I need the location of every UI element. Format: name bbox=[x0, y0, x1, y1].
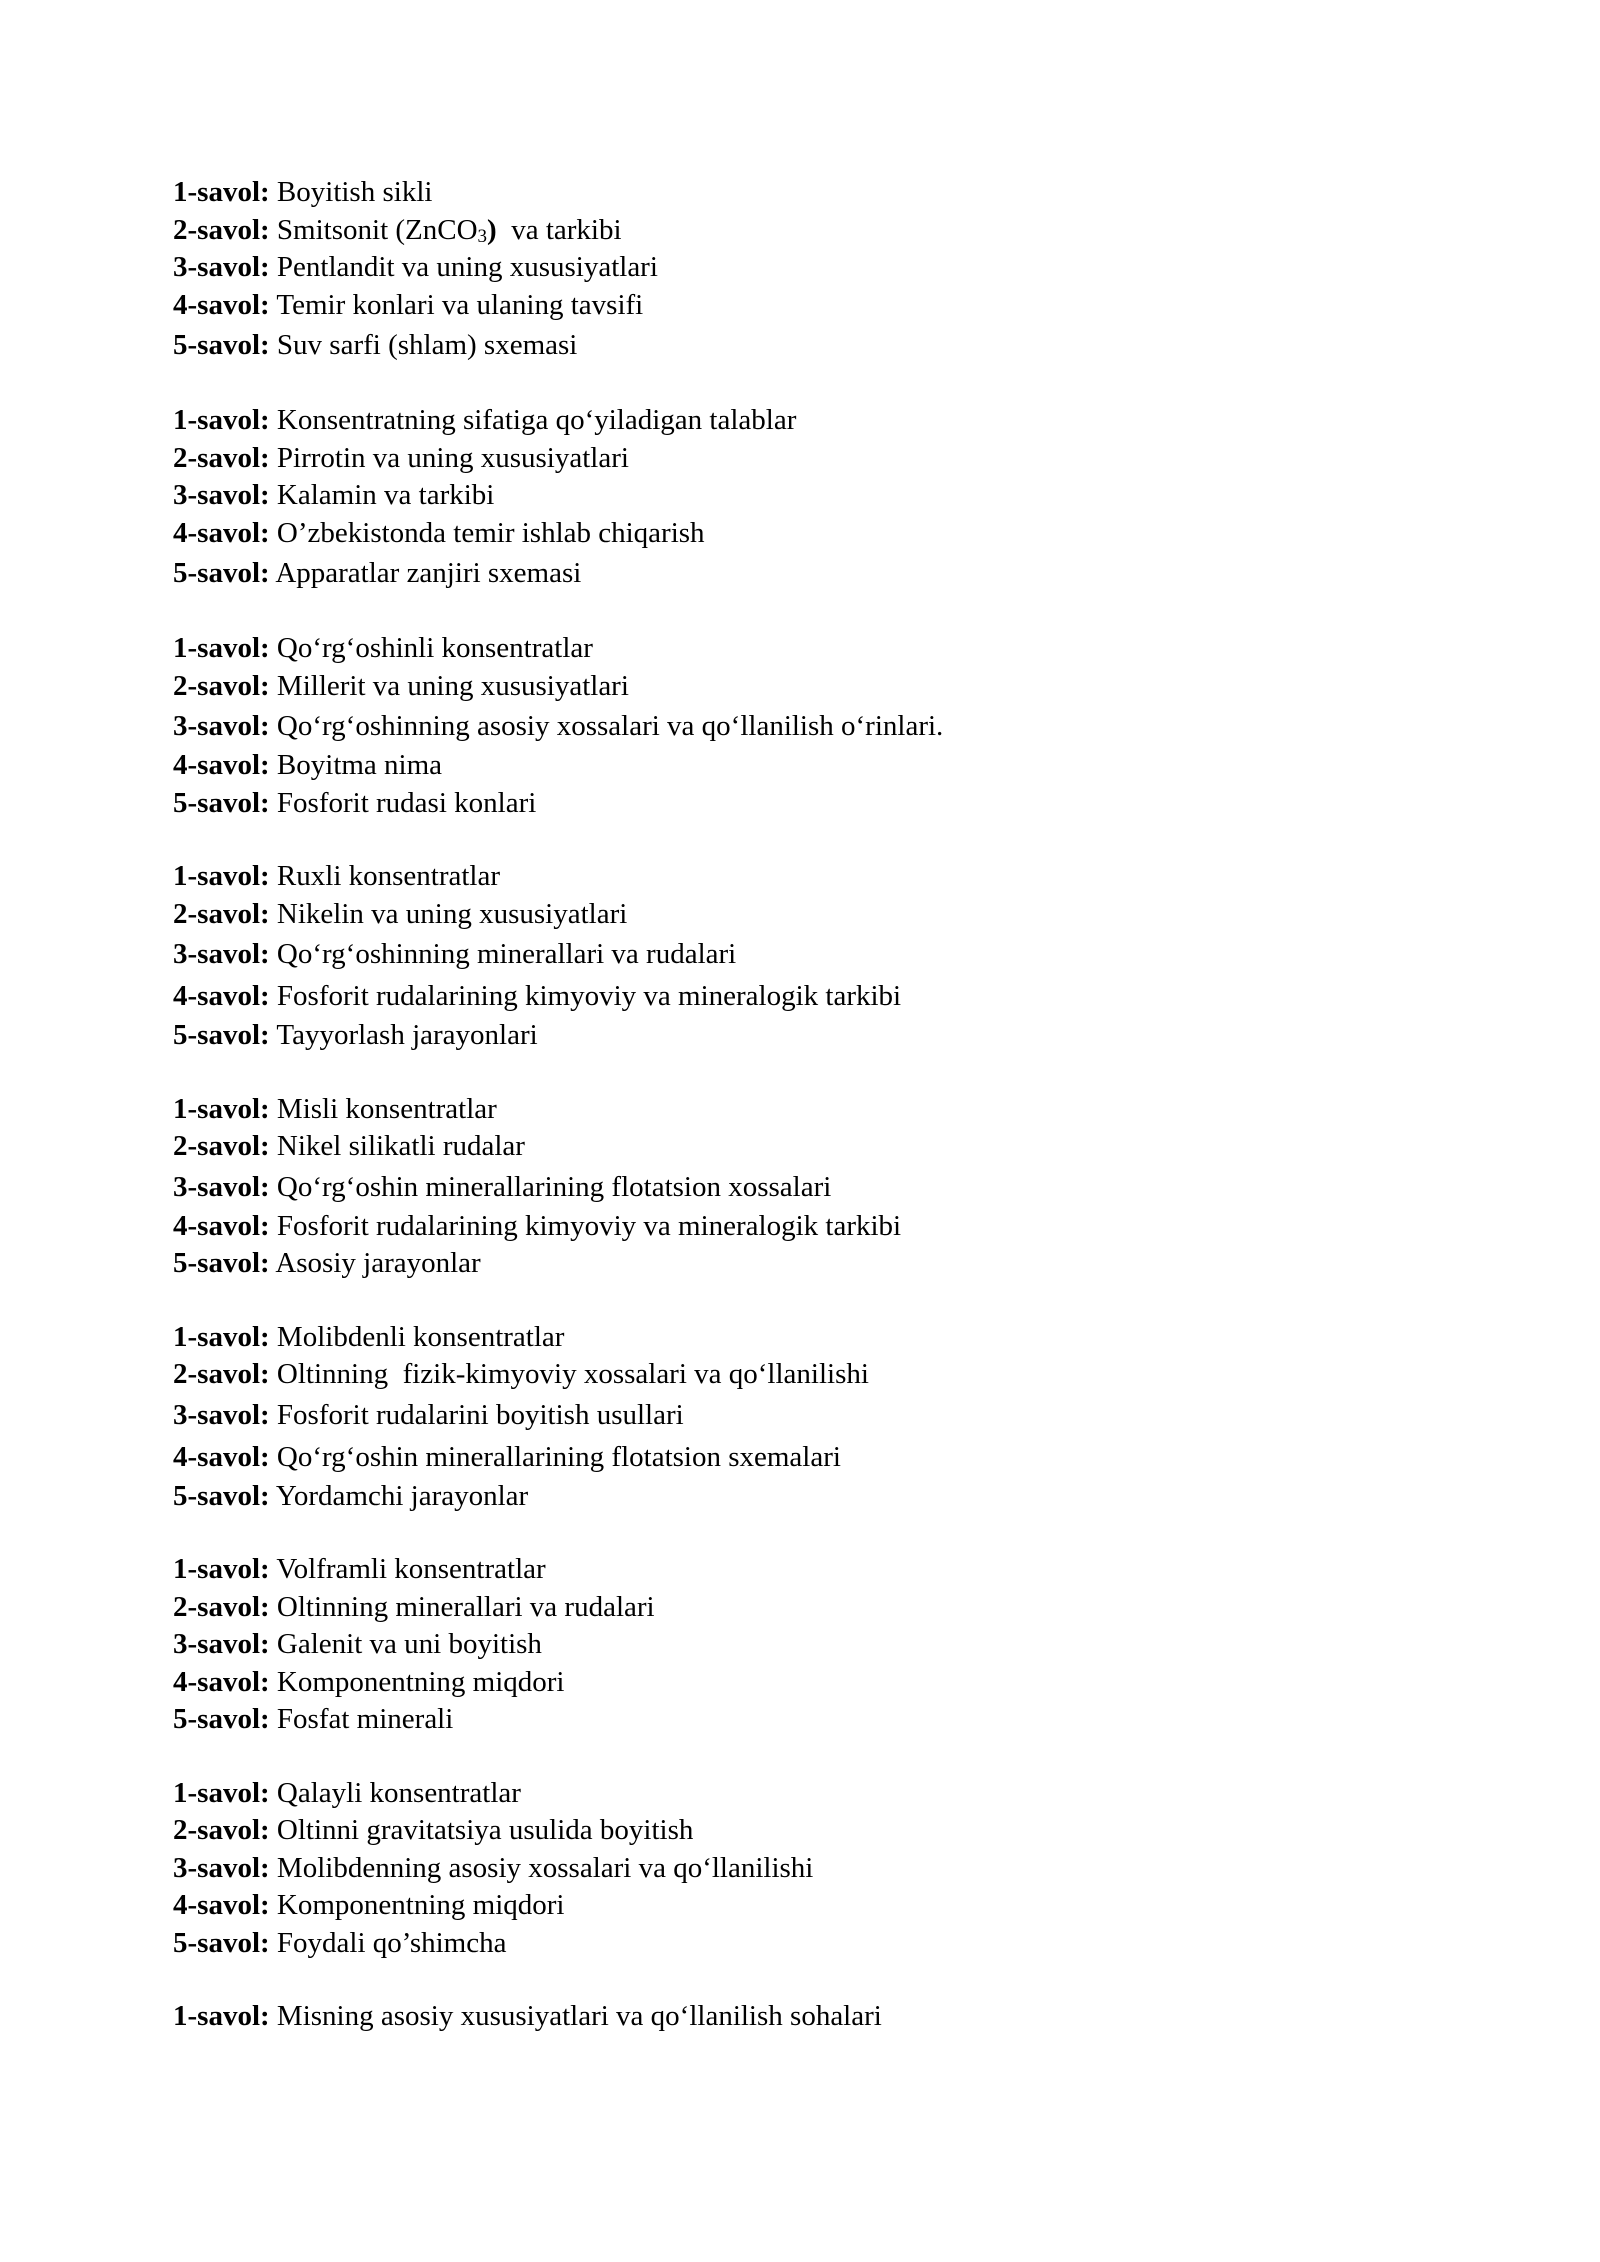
question-line bbox=[173, 1701, 1473, 1739]
question-line bbox=[173, 1128, 1473, 1166]
question-group-7 bbox=[173, 1551, 1473, 1739]
question-text: Fosforit rudalarining kimyoviy va mineralogik tarkibi bbox=[276, 1209, 902, 1242]
question-label: 2-savol: bbox=[173, 1130, 270, 1162]
question-text: Millerit va uning xususiyatlari bbox=[276, 669, 629, 702]
question-text: Qo‘rg‘oshin minerallarining flotatsion xossalari bbox=[276, 1170, 832, 1203]
question-line bbox=[173, 324, 1473, 366]
question-label: 2-savol: bbox=[173, 441, 270, 474]
question-line bbox=[173, 1436, 1473, 1478]
question-label: 5-savol: bbox=[173, 786, 270, 819]
question-text: Qo‘rg‘oshinning asosiy xossalari va qo‘llanilish o‘rinlari. bbox=[276, 710, 944, 742]
question-text: Suv sarfi (shlam) sxemasi bbox=[276, 329, 578, 361]
question-text: Apparatlar zanjiri sxemasi bbox=[275, 557, 582, 589]
question-text-tail: va tarkibi bbox=[496, 213, 622, 246]
question-text: Konsentratning sifatiga qo‘yiladigan talablar bbox=[276, 404, 797, 436]
question-line bbox=[173, 1850, 1473, 1888]
question-label: 1-savol: bbox=[173, 2000, 270, 2032]
question-text: Yordamchi jarayonlar bbox=[275, 1479, 529, 1512]
question-label: 5-savol: bbox=[173, 557, 270, 589]
question-line bbox=[173, 440, 1473, 478]
question-text: Temir konlari va ulaning tavsifi bbox=[276, 288, 644, 321]
question-line bbox=[173, 1208, 1473, 1246]
question-text: Fosforit rudasi konlari bbox=[276, 786, 537, 819]
question-line bbox=[173, 1998, 1473, 2036]
question-line bbox=[173, 249, 1473, 287]
question-group-3 bbox=[173, 630, 1473, 822]
question-line bbox=[173, 1166, 1473, 1208]
question-label: 5-savol: bbox=[173, 1703, 270, 1735]
question-label: 4-savol: bbox=[173, 1440, 270, 1473]
question-label: 3-savol: bbox=[173, 938, 270, 970]
question-text: Boyitma nima bbox=[276, 749, 443, 781]
question-line bbox=[173, 212, 1473, 250]
question-label: 4-savol: bbox=[173, 1665, 270, 1698]
question-text: Nikel silikatli rudalar bbox=[276, 1130, 525, 1162]
question-label: 2-savol: bbox=[173, 1814, 270, 1846]
question-text: Volframli konsentratlar bbox=[276, 1553, 546, 1585]
question-text: Asosiy jarayonlar bbox=[275, 1247, 481, 1279]
question-text: Molibdenning asosiy xossalari va qo‘llanilishi bbox=[276, 1851, 814, 1884]
question-text: Tayyorlash jarayonlari bbox=[276, 1019, 538, 1051]
question-text: Oltinning fizik-kimyoviy xossalari va qo‘llanilishi bbox=[276, 1358, 869, 1390]
question-line bbox=[173, 933, 1473, 975]
question-label: 5-savol: bbox=[173, 1926, 270, 1959]
question-label: 3-savol: bbox=[173, 710, 270, 742]
question-label: 4-savol: bbox=[173, 1889, 270, 1921]
question-label: 1-savol: bbox=[173, 1092, 270, 1125]
question-label: 4-savol: bbox=[173, 516, 270, 549]
question-group-4 bbox=[173, 858, 1473, 1055]
question-text: Smitsonit (ZnCO bbox=[276, 213, 478, 246]
question-line bbox=[173, 1245, 1473, 1283]
question-line bbox=[173, 1812, 1473, 1850]
question-line bbox=[173, 1356, 1473, 1394]
question-line bbox=[173, 1626, 1473, 1664]
question-label: 2-savol: bbox=[173, 669, 270, 702]
question-label: 3-savol: bbox=[173, 251, 270, 283]
question-text: Qo‘rg‘oshinning minerallari va rudalari bbox=[276, 938, 737, 970]
question-line bbox=[173, 1091, 1473, 1129]
question-line bbox=[173, 975, 1473, 1017]
question-line bbox=[173, 668, 1473, 706]
question-label: 5-savol: bbox=[173, 329, 270, 361]
question-text: Foydali qo’shimcha bbox=[276, 1926, 507, 1959]
question-list bbox=[173, 174, 1473, 2072]
question-label: 3-savol: bbox=[173, 1851, 270, 1884]
question-text: Qo‘rg‘oshinli konsentratlar bbox=[276, 632, 593, 664]
question-label: 1-savol: bbox=[173, 632, 270, 664]
question-line bbox=[173, 705, 1473, 747]
question-line bbox=[173, 1775, 1473, 1813]
question-line bbox=[173, 785, 1473, 823]
question-line bbox=[173, 1925, 1473, 1963]
question-line bbox=[173, 747, 1473, 785]
question-line bbox=[173, 1589, 1473, 1627]
question-group-2 bbox=[173, 402, 1473, 594]
question-text: Fosfat minerali bbox=[276, 1703, 454, 1735]
question-text: Pentlandit va uning xususiyatlari bbox=[276, 251, 658, 283]
question-text: Kalamin va tarkibi bbox=[276, 479, 495, 511]
question-label: 3-savol: bbox=[173, 1170, 270, 1203]
question-text: Oltinni gravitatsiya usulida boyitish bbox=[276, 1814, 694, 1846]
question-line bbox=[173, 858, 1473, 896]
question-text: Pirrotin va uning xususiyatlari bbox=[276, 441, 629, 474]
formula-closing-paren: ) bbox=[487, 213, 497, 246]
question-line bbox=[173, 896, 1473, 934]
question-group-9 bbox=[173, 1998, 1473, 2036]
question-label: 4-savol: bbox=[173, 288, 270, 321]
question-text: Fosforit rudalarini boyitish usullari bbox=[276, 1398, 684, 1431]
question-label: 2-savol: bbox=[173, 897, 270, 930]
question-label: 4-savol: bbox=[173, 1209, 270, 1242]
question-label: 3-savol: bbox=[173, 479, 270, 511]
question-text: Qo‘rg‘oshin minerallarining flotatsion sxemalari bbox=[276, 1440, 841, 1473]
question-label: 1-savol: bbox=[173, 860, 270, 892]
question-line bbox=[173, 515, 1473, 553]
question-label: 1-savol: bbox=[173, 1320, 270, 1353]
question-text: Qalayli konsentratlar bbox=[276, 1776, 521, 1809]
question-label: 1-savol: bbox=[173, 404, 270, 436]
question-line bbox=[173, 630, 1473, 668]
question-line bbox=[173, 402, 1473, 440]
question-line bbox=[173, 1664, 1473, 1702]
question-label: 4-savol: bbox=[173, 980, 270, 1012]
question-text: Komponentning miqdori bbox=[276, 1665, 565, 1698]
question-label: 2-savol: bbox=[173, 213, 270, 246]
question-text: Misning asosiy xususiyatlari va qo‘llanilish sohalari bbox=[276, 2000, 882, 2032]
question-label: 2-savol: bbox=[173, 1590, 270, 1623]
question-line bbox=[173, 1394, 1473, 1436]
question-text: Fosforit rudalarining kimyoviy va mineralogik tarkibi bbox=[276, 980, 902, 1012]
question-label: 4-savol: bbox=[173, 749, 270, 781]
question-line bbox=[173, 1017, 1473, 1055]
question-label: 5-savol: bbox=[173, 1247, 270, 1279]
question-line bbox=[173, 174, 1473, 212]
question-line bbox=[173, 1319, 1473, 1357]
question-label: 1-savol: bbox=[173, 1776, 270, 1809]
question-line bbox=[173, 552, 1473, 594]
question-line bbox=[173, 1551, 1473, 1589]
question-text: Galenit va uni boyitish bbox=[276, 1628, 542, 1660]
question-line bbox=[173, 477, 1473, 515]
question-text: Molibdenli konsentratlar bbox=[276, 1320, 565, 1353]
question-group-6 bbox=[173, 1319, 1473, 1516]
question-group-1 bbox=[173, 174, 1473, 366]
question-text: Komponentning miqdori bbox=[276, 1889, 565, 1921]
question-line bbox=[173, 287, 1473, 325]
question-text: O’zbekistonda temir ishlab chiqarish bbox=[276, 516, 705, 549]
question-group-5 bbox=[173, 1091, 1473, 1283]
question-line bbox=[173, 1478, 1473, 1516]
question-text: Nikelin va uning xususiyatlari bbox=[276, 897, 628, 930]
question-label: 1-savol: bbox=[173, 176, 270, 208]
question-text: Boyitish sikli bbox=[276, 176, 433, 208]
question-group-8 bbox=[173, 1775, 1473, 1963]
question-text: Ruxli konsentratlar bbox=[276, 860, 501, 892]
question-label: 1-savol: bbox=[173, 1553, 270, 1585]
question-text: Misli konsentratlar bbox=[276, 1092, 497, 1125]
question-label: 5-savol: bbox=[173, 1479, 270, 1512]
question-line bbox=[173, 1887, 1473, 1925]
question-label: 2-savol: bbox=[173, 1358, 270, 1390]
question-text: Oltinning minerallari va rudalari bbox=[276, 1590, 655, 1623]
formula-subscript: 3 bbox=[477, 225, 488, 247]
question-label: 3-savol: bbox=[173, 1398, 270, 1431]
question-label: 3-savol: bbox=[173, 1628, 270, 1660]
question-label: 5-savol: bbox=[173, 1019, 270, 1051]
